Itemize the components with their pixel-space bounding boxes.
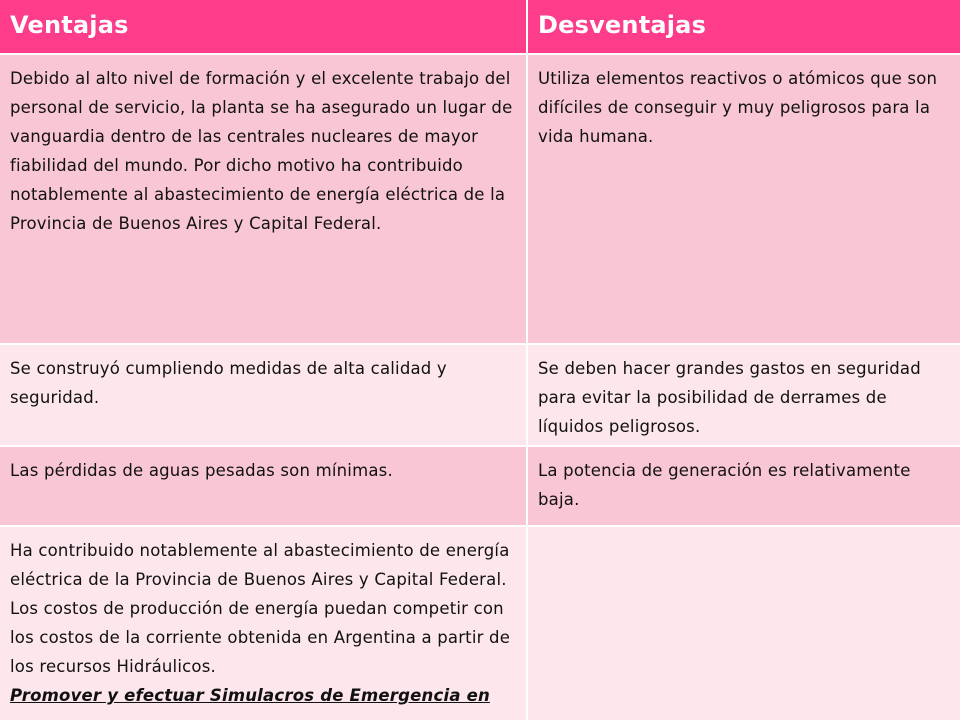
cell-text: Se construyó cumpliendo medidas de alta calidad y seguridad. [10,359,447,407]
cell-text-emphasis: Promover y efectuar Simulacros de Emergencia en [10,686,490,705]
ventajas-cell [0,55,526,343]
cell-text: Los costos de producción de energía puedan competir con los costos de la corriente obtenida en Argentina a partir de los recursos Hidráulicos. [10,599,511,676]
header-row [0,0,960,53]
desventajas-cell [528,345,960,445]
table-row [0,447,960,525]
desventajas-cell [528,447,960,525]
cell-text: Utiliza elementos reactivos o atómicos que son difíciles de conseguir y muy peligrosos para la vida humana. [538,69,938,146]
table-row [0,55,960,343]
cell-text: La potencia de generación es relativamente baja. [538,461,911,509]
ventajas-cell [0,447,526,525]
header-desventajas: Desventajas [538,11,707,39]
column-divider [526,447,528,525]
desventajas-cell [528,55,960,343]
column-divider [526,0,528,53]
table-row [0,345,960,445]
ventajas-cell [0,527,526,720]
desventajas-cell-empty [528,527,960,720]
column-divider [526,527,528,720]
column-divider [526,55,528,343]
cell-text: Debido al alto nivel de formación y el excelente trabajo del personal de servicio, la planta se ha asegurado un lugar de vanguardia dentro de las centrales nucleares de mayor fiabilidad del mundo. Por dicho motivo ha contribuido notablemente al abastecimiento de energía eléctrica de la Provincia de Buenos Aires y Capital Federal. [10,69,513,233]
cell-text: Ha contribuido notablemente al abastecimiento de energía eléctrica de la Provincia de Buenos Aires y Capital Federal. [10,541,510,589]
cell-text: Las pérdidas de aguas pesadas son mínimas. [10,461,393,480]
header-ventajas: Ventajas [10,11,129,39]
column-divider [526,345,528,445]
table-row [0,527,960,720]
ventajas-cell [0,345,526,445]
cell-text: Se deben hacer grandes gastos en seguridad para evitar la posibilidad de derrames de líquidos peligrosos. [538,359,921,436]
